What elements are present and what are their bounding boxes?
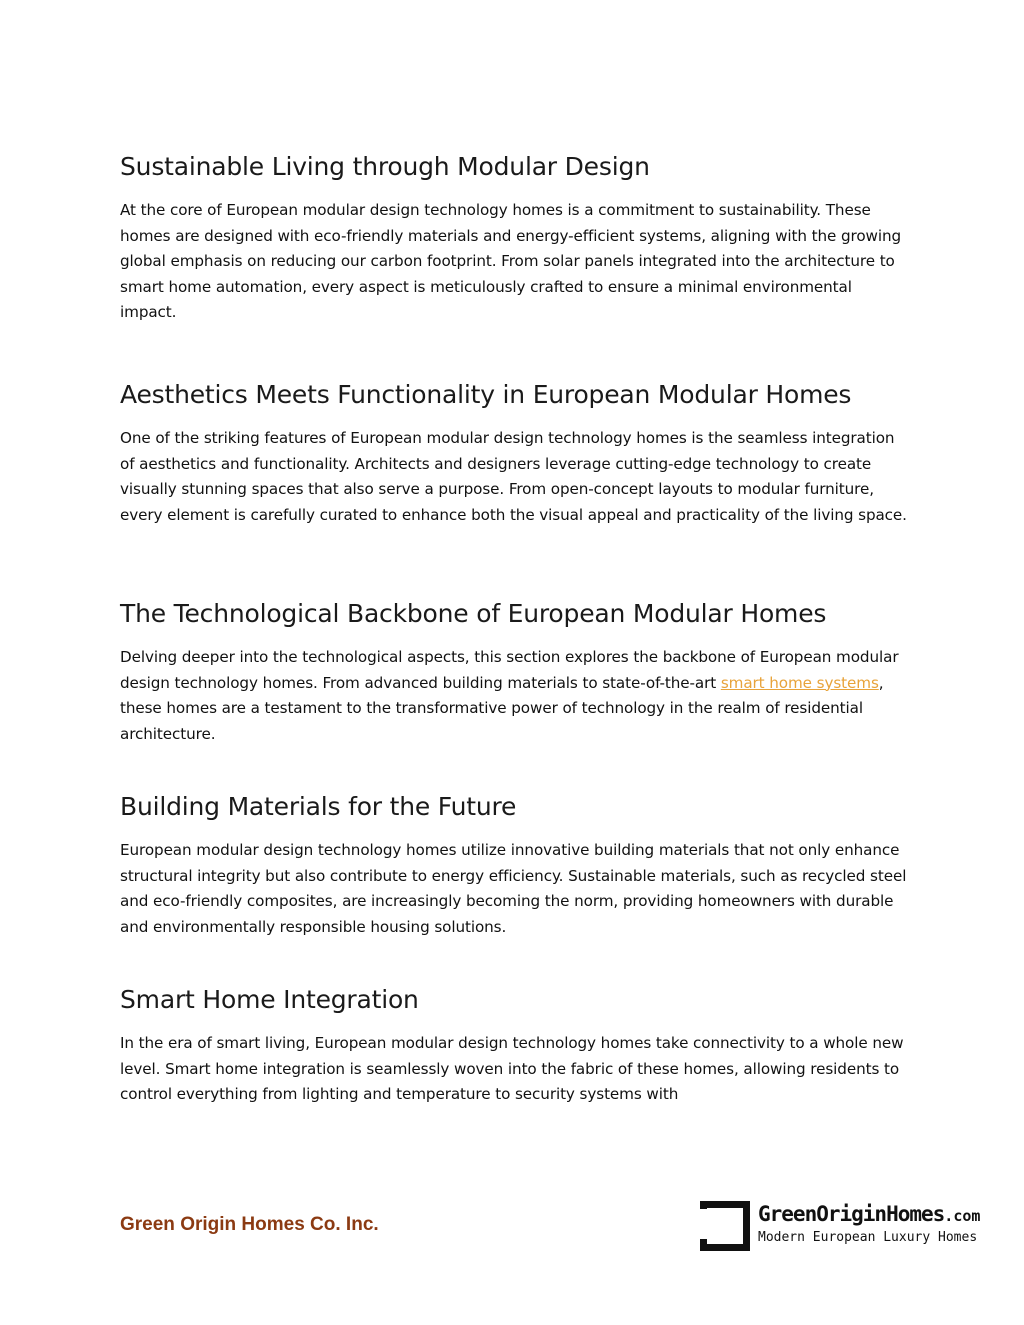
section-body: At the core of European modular design technology homes is a commitment to sustainability. These homes are designed with eco-friendly materials and energy-efficient systems, aligning with the growing global emphasis on reducing our carbon footprint. From solar panels integrated into the architecture to smart home automation, every aspect is meticulously crafted to ensure a minimal environmental impact. <box>120 201 902 322</box>
section-smart-home-integration <box>120 983 910 1108</box>
section-body: In the era of smart living, European modular design technology homes take connectivity to a whole new level. Smart home integration is seamlessly woven into the fabric of these homes, allowing residents to control everything from lighting and temperature to security systems with <box>120 1034 904 1104</box>
section-body: European modular design technology homes utilize innovative building materials that not only enhance structural integrity but also contribute to energy efficiency. Sustainable materials, such as recycled steel and eco-friendly composites, are increasingly becoming the norm, providing homeowners with durable and environmentally responsible housing solutions. <box>120 841 907 936</box>
smart-home-systems-link[interactable]: smart home systems <box>720 673 879 692</box>
logo-tld-text: .com <box>944 1207 981 1225</box>
square-frame-icon <box>700 1201 750 1251</box>
section-body: One of the striking features of European modular design technology homes is the seamless integration of aesthetics and functionality. Architects and designers leverage cutting-edge technology to create visually stunning spaces that also serve a purpose. From open-concept layouts to modular furniture, every element is carefully curated to enhance both the visual appeal and practicality of the living space. <box>120 429 907 524</box>
logo-tagline: Modern European Luxury Homes <box>758 1230 978 1245</box>
section-heading: Building Materials for the Future <box>120 792 517 821</box>
section-heading: The Technological Backbone of European Modular Homes <box>120 599 827 628</box>
logo-wordmark <box>758 1202 980 1226</box>
body-text-before-link: Delving deeper into the technological aspects, this section explores the backbone of European modular design technology homes. From advanced building materials to state-of-the-art <box>120 648 899 692</box>
body-text-after-link: , these homes are a testament to the transformative power of technology in the realm of residential architecture. <box>120 673 884 743</box>
section-body <box>120 645 910 747</box>
logo-name-text: GreenOriginHomes <box>758 1202 945 1226</box>
section-heading: Sustainable Living through Modular Design <box>120 152 650 181</box>
section-heading: Aesthetics Meets Functionality in European Modular Homes <box>120 380 852 409</box>
section-technological-backbone <box>120 597 910 747</box>
footer-company-name: Green Origin Homes Co. Inc. <box>120 1214 379 1235</box>
section-sustainable-living <box>120 150 910 326</box>
section-aesthetics <box>120 378 910 528</box>
section-heading: Smart Home Integration <box>120 985 419 1014</box>
brand-logo[interactable] <box>700 1200 1000 1254</box>
section-building-materials <box>120 790 910 940</box>
